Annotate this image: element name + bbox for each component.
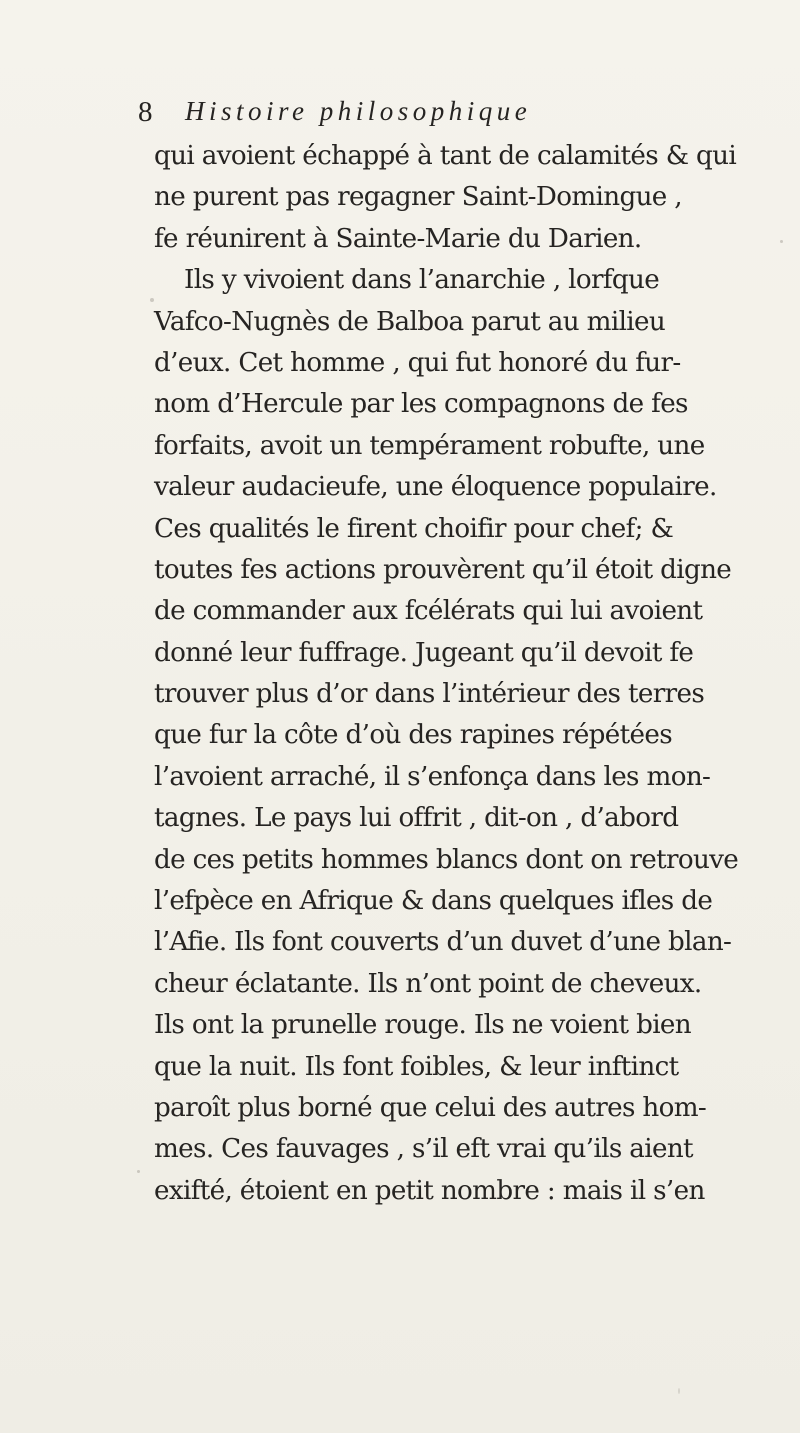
text-line: que fur la côte d’où des rapines répétées [154,720,672,751]
text-line: l’efpèce en Afrique & dans quelques ifles de [154,886,713,917]
text-line: Ils ont la prunelle rouge. Ils ne voient bien [154,1010,691,1041]
text-line: fe réunirent à Sainte-Marie du Darien. [154,223,642,254]
text-line: que la nuit. Ils font foibles, & leur inftinct [154,1051,679,1082]
paper-speck [780,240,783,243]
text-line: valeur audacieufe, une éloquence populaire. [154,472,717,503]
text-line: qui avoient échappé à tant de calamités & qui [154,141,737,171]
text-line: Vafco-Nugnès de Balboa parut au milieu [154,306,666,337]
text-line: Ils y vivoient dans l’anarchie , lorfque [184,265,660,296]
text-line: paroît plus borné que celui des autres hom- [154,1092,707,1123]
text-line: ne purent pas regagner Saint-Domingue , [154,182,682,213]
text-line: donné leur fuffrage. Jugeant qu’il devoit fe [154,637,694,668]
text-line: de commander aux fcélérats qui lui avoient [154,596,703,627]
text-line: forfaits, avoit un tempérament robufte, une [154,430,705,461]
text-line: de ces petits hommes blancs dont on retrouve [154,844,739,875]
paper-speck [150,298,154,302]
text-line: nom d’Hercule par les compagnons de fes [154,389,688,420]
text-line: cheur éclatante. Ils n’ont point de cheveux. [154,968,702,999]
text-line: tagnes. Le pays lui offrit , dit-on , d’abord [154,803,679,834]
running-head [138,92,778,132]
paper-speck [678,1388,680,1394]
page-number: 8 [138,96,153,128]
text-line: l’avoient arraché, il s’enfonça dans les mon- [154,761,711,792]
paper-speck [137,1170,140,1173]
text-line: l’Afie. Ils font couverts d’un duvet d’une blan- [154,927,732,958]
body-text [154,136,794,1212]
text-line: toutes fes actions prouvèrent qu’il étoit digne [154,554,732,585]
text-line: Ces qualités le firent choifir pour chef; & [154,513,674,544]
text-line: mes. Ces fauvages , s’il eft vrai qu’ils aient [154,1134,693,1165]
text-line: d’eux. Cet homme , qui fut honoré du fur- [154,347,681,378]
running-title: Histoire philosophique [185,96,532,126]
text-line: trouver plus d’or dans l’intérieur des terres [154,679,705,710]
text-line: exifté, étoient en petit nombre : mais il s’en [154,1175,705,1206]
